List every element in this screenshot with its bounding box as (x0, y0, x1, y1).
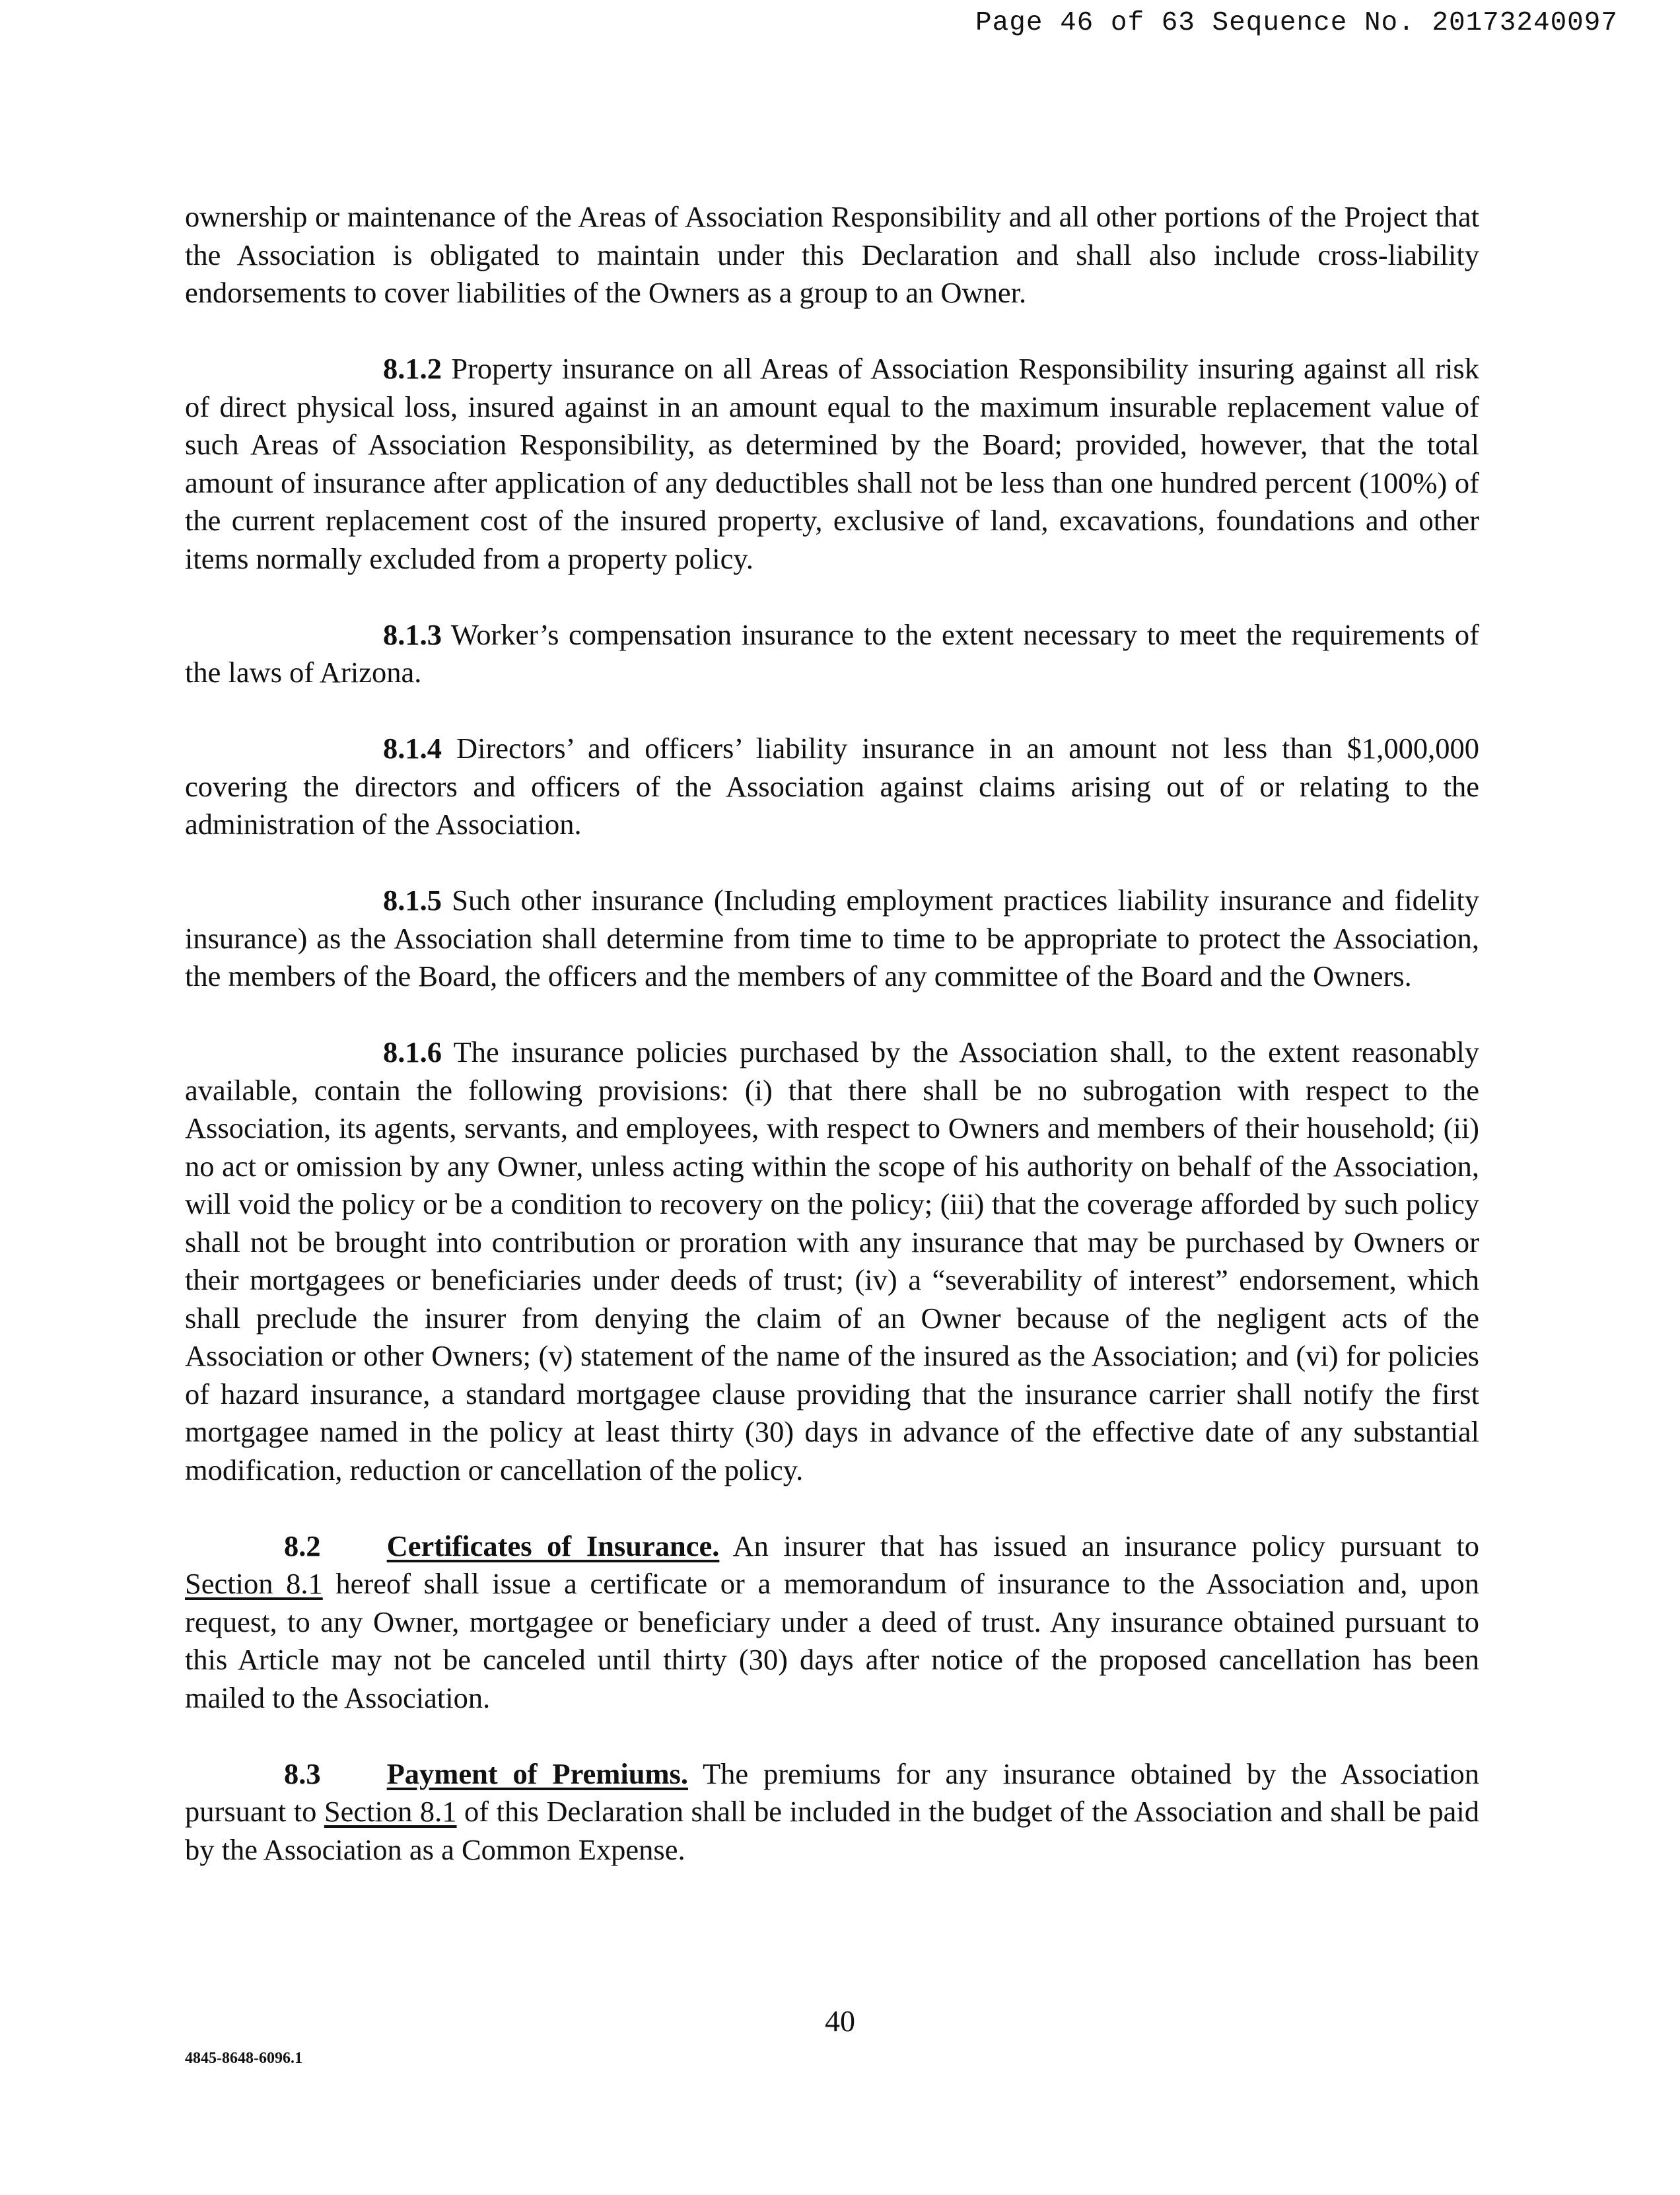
section-text: The premiums for any insurance obtained by the Association pursuant to (185, 1757, 1480, 1828)
page-header-sequence: Page 46 of 63 Sequence No. 20173240097 (975, 8, 1618, 38)
subsection-number: 8.1.6 (383, 1035, 442, 1068)
subsection-text: Property insurance on all Areas of Association Responsibility insuring against all risk of direct physical loss, insured against in an amount equal to the maximum insurable replacement value of such Areas of Association Responsibility, as determined by the Board; provided, however, that the total amount of insurance after application of any deductibles shall not be less than one hundred percent (100%) of the current replacement cost of the insured property, exclusive of land, excavations, foundations and other items normally excluded from a property policy. (185, 352, 1479, 575)
section-heading: Certificates of Insurance. (386, 1529, 720, 1562)
subsection-8-1-6 (185, 1033, 1479, 1489)
subsection-8-1-3 (185, 616, 1479, 692)
subsection-8-1-4 (185, 730, 1479, 844)
subsection-8-1-2 (185, 350, 1479, 578)
section-text: An insurer that has issued an insurance policy pursuant to (732, 1529, 1479, 1562)
subsection-number: 8.1.2 (383, 352, 442, 385)
subsection-number: 8.1.5 (383, 884, 442, 917)
section-reference-link[interactable]: Section 8.1 (324, 1795, 457, 1828)
section-8-2 (185, 1527, 1479, 1718)
section-8-3 (185, 1755, 1479, 1869)
page-number: 40 (825, 2004, 855, 2038)
continuation-paragraph: ownership or maintenance of the Areas of Association Responsibility and all other portions of the Project that the Association is obligated to maintain under this Declaration and shall also include cross-liability endorsements to cover liabilities of the Owners as a group to an Owner. (185, 200, 1479, 309)
section-number: 8.3 (284, 1757, 321, 1790)
subsection-text: The insurance policies purchased by the Association shall, to the extent reasonably available, contain the following provisions: (i) that there shall be no subrogation with respect to the Association, its agents, servants, and employees, with respect to Owners and members of their household; (ii) no act or omission by any Owner, unless acting within the scope of his authority on behalf of the Association, will void the policy or be a condition to recovery on the policy; (iii) that the coverage afforded by such policy shall not be brought into contribution or proration with any insurance that may be purchased by Owners or their mortgagees or beneficiaries under deeds of trust; (iv) a “severability of interest” endorsement, which shall preclude the insurer from denying the claim of an Owner because of the negligent acts of the Association or other Owners; (v) statement of the name of the insured as the Association; and (vi) for policies of hazard insurance, a standard mortgagee clause providing that the insurance carrier shall notify the first mortgagee named in the policy at least thirty (30) days in advance of the effective date of any substantial modification, reduction or cancellation of the policy. (185, 1035, 1479, 1486)
section-heading: Payment of Premiums. (386, 1757, 688, 1790)
subsection-text: Such other insurance (Including employment practices liability insurance and fidelity insurance) as the Association shall determine from time to time to be appropriate to protect the Association, the members of the Board, the officers and the members of any committee of the Board and the Owners. (185, 884, 1480, 993)
section-text: hereof shall issue a certificate or a memorandum of insurance to the Association and, upon request, to any Owner, mortgagee or beneficiary under a deed of trust. Any insurance obtained pursuant to this Article may not be canceled until thirty (30) days after notice of the proposed cancellation has been mailed to the Association. (185, 1567, 1480, 1714)
section-text: of this Declaration shall be included in the budget of the Association and shall be paid by the Association as a Common Expense. (185, 1795, 1480, 1866)
document-body (185, 198, 1479, 1907)
section-number: 8.2 (284, 1529, 321, 1562)
subsection-text: Worker’s compensation insurance to the extent necessary to meet the requirements of the laws of Arizona. (185, 617, 1479, 689)
document-id: 4845-8648-6096.1 (185, 2050, 302, 2067)
subsection-8-1-5 (185, 882, 1479, 996)
subsection-number: 8.1.3 (383, 617, 442, 651)
subsection-number: 8.1.4 (383, 732, 442, 765)
subsection-text: Directors’ and officers’ liability insurance in an amount not less than $1,000,000 covering the directors and officers of the Association against claims arising out of or relating to the administration of the Association. (185, 732, 1480, 841)
section-reference-link[interactable]: Section 8.1 (185, 1567, 323, 1600)
